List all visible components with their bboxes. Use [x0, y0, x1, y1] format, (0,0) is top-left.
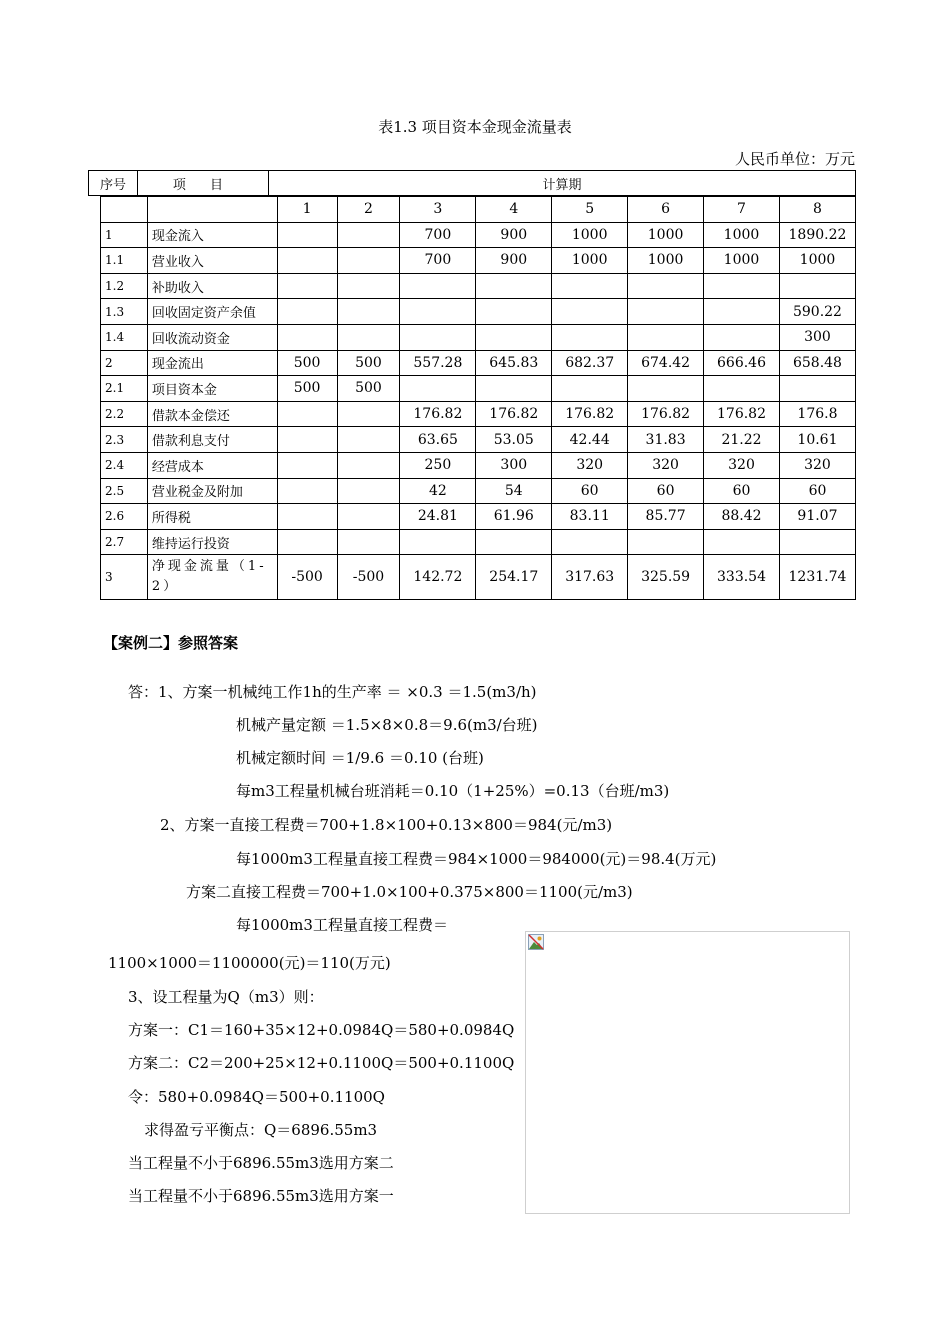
value-cell: 85.77 [628, 504, 704, 530]
value-cell: 320 [628, 452, 704, 478]
period-header: 计算期 [269, 171, 856, 196]
row-name: 回收流动资金 [147, 324, 277, 350]
value-cell [779, 273, 855, 299]
value-cell [337, 401, 400, 427]
value-cell: 1000 [779, 248, 855, 274]
value-cell [277, 401, 337, 427]
period-cell: 4 [476, 197, 552, 223]
table-row [101, 555, 856, 600]
value-cell: 1000 [704, 248, 780, 274]
row-index: 1.1 [101, 248, 148, 274]
value-cell [277, 299, 337, 325]
row-index: 1 [101, 222, 148, 248]
value-cell: 91.07 [779, 504, 855, 530]
row-name: 经营成本 [147, 452, 277, 478]
answer-line: 每1000m3工程量直接工程费＝984×1000＝984000(元)＝98.4(万元) [236, 850, 717, 868]
value-cell: 666.46 [704, 350, 780, 376]
value-cell [628, 376, 704, 402]
value-cell: 142.72 [400, 555, 476, 600]
value-cell: 500 [277, 350, 337, 376]
value-cell [704, 273, 780, 299]
answer-line: 机械产量定额 ＝1.5×8×0.8＝9.6(m3/台班) [236, 716, 538, 734]
value-cell: 60 [779, 478, 855, 504]
value-cell [552, 273, 628, 299]
value-cell: 31.83 [628, 427, 704, 453]
cash-flow-table [100, 196, 856, 600]
row-index: 2.6 [101, 504, 148, 530]
answer-line: 方案一：C1＝160+35×12+0.0984Q＝580+0.0984Q [128, 1021, 515, 1039]
value-cell: 176.82 [400, 401, 476, 427]
value-cell: 60 [704, 478, 780, 504]
value-cell [337, 222, 400, 248]
value-cell: 1000 [628, 248, 704, 274]
value-cell [400, 324, 476, 350]
value-cell: 42.44 [552, 427, 628, 453]
row-name: 现金流出 [147, 350, 277, 376]
value-cell: 674.42 [628, 350, 704, 376]
cash-flow-table-header [88, 170, 856, 196]
value-cell [400, 299, 476, 325]
value-cell [628, 273, 704, 299]
value-cell [704, 324, 780, 350]
value-cell: -500 [337, 555, 400, 600]
value-cell: 1231.74 [779, 555, 855, 600]
currency-unit: 人民币单位：万元 [734, 150, 855, 168]
answer-line: 求得盈亏平衡点：Q＝6896.55m3 [144, 1121, 378, 1139]
answer-line: 1100×1000＝1100000(元)＝110(万元) [108, 954, 391, 972]
value-cell [277, 273, 337, 299]
answer-line: 答：1、方案一机械纯工作1h的生产率 ＝ ×0.3 ＝1.5(m3/h) [128, 683, 537, 701]
value-cell [337, 504, 400, 530]
table-row [101, 273, 856, 299]
value-cell: 176.8 [779, 401, 855, 427]
value-cell: 53.05 [476, 427, 552, 453]
value-cell [337, 452, 400, 478]
value-cell [779, 529, 855, 555]
value-cell [277, 427, 337, 453]
row-name: 现金流入 [147, 222, 277, 248]
value-cell [552, 324, 628, 350]
answer-line: 每1000m3工程量直接工程费＝ [236, 916, 448, 934]
value-cell [704, 299, 780, 325]
row-index: 2.2 [101, 401, 148, 427]
table-row [101, 248, 856, 274]
value-cell [277, 504, 337, 530]
row-index: 1.2 [101, 273, 148, 299]
value-cell: 557.28 [400, 350, 476, 376]
row-name: 项目资本金 [147, 376, 277, 402]
value-cell: 333.54 [704, 555, 780, 600]
value-cell [476, 529, 552, 555]
value-cell [552, 299, 628, 325]
row-index: 2 [101, 350, 148, 376]
value-cell: 500 [337, 376, 400, 402]
value-cell: 1000 [552, 248, 628, 274]
value-cell: 1000 [704, 222, 780, 248]
period-cell: 8 [779, 197, 855, 223]
row-index: 1.3 [101, 299, 148, 325]
value-cell: -500 [277, 555, 337, 600]
row-index: 2.4 [101, 452, 148, 478]
value-cell: 176.82 [628, 401, 704, 427]
value-cell [337, 273, 400, 299]
value-cell: 317.63 [552, 555, 628, 600]
value-cell [476, 376, 552, 402]
answer-line: 方案二直接工程费＝700+1.0×100+0.375×800＝1100(元/m3) [186, 883, 633, 901]
period-cell: 2 [337, 197, 400, 223]
value-cell: 88.42 [704, 504, 780, 530]
value-cell: 325.59 [628, 555, 704, 600]
value-cell: 320 [552, 452, 628, 478]
value-cell: 176.82 [476, 401, 552, 427]
value-cell: 658.48 [779, 350, 855, 376]
value-cell [628, 324, 704, 350]
value-cell [704, 376, 780, 402]
answer-line: 当工程量不小于6896.55m3选用方案一 [128, 1187, 394, 1205]
table-row [101, 504, 856, 530]
value-cell: 24.81 [400, 504, 476, 530]
row-name: 回收固定资产余值 [147, 299, 277, 325]
item-header [138, 171, 269, 196]
value-cell [400, 529, 476, 555]
answer-line: 2、方案一直接工程费＝700+1.8×100+0.13×800＝984(元/m3) [160, 816, 613, 834]
value-cell [552, 529, 628, 555]
missing-image-frame [525, 931, 850, 1214]
value-cell [337, 299, 400, 325]
value-cell [337, 324, 400, 350]
value-cell: 83.11 [552, 504, 628, 530]
value-cell [277, 478, 337, 504]
value-cell: 500 [277, 376, 337, 402]
value-cell [400, 376, 476, 402]
table-row [101, 222, 856, 248]
period-cell: 3 [400, 197, 476, 223]
value-cell: 21.22 [704, 427, 780, 453]
answer-line: 令：580+0.0984Q＝500+0.1100Q [128, 1088, 385, 1106]
table-row [101, 376, 856, 402]
value-cell [337, 427, 400, 453]
row-index: 2.7 [101, 529, 148, 555]
value-cell: 500 [337, 350, 400, 376]
period-cell: 5 [552, 197, 628, 223]
value-cell [704, 529, 780, 555]
row-index: 1.4 [101, 324, 148, 350]
value-cell [476, 324, 552, 350]
value-cell: 645.83 [476, 350, 552, 376]
answer-line: 3、设工程量为Q（m3）则： [128, 988, 324, 1006]
table-row [101, 529, 856, 555]
answer-heading: 【案例二】参照答案 [103, 634, 239, 652]
value-cell [779, 376, 855, 402]
value-cell [277, 324, 337, 350]
value-cell: 300 [779, 324, 855, 350]
period-cell: 6 [628, 197, 704, 223]
value-cell: 320 [779, 452, 855, 478]
value-cell [552, 376, 628, 402]
answer-line: 方案二：C2＝200+25×12+0.1100Q＝500+0.1100Q [128, 1054, 515, 1072]
value-cell: 1000 [552, 222, 628, 248]
value-cell [476, 299, 552, 325]
value-cell: 63.65 [400, 427, 476, 453]
table-row [101, 324, 856, 350]
table-row [101, 299, 856, 325]
blank-cell [147, 197, 277, 223]
value-cell: 10.61 [779, 427, 855, 453]
value-cell: 176.82 [552, 401, 628, 427]
value-cell: 1000 [628, 222, 704, 248]
row-name: 借款本金偿还 [147, 401, 277, 427]
row-name: 借款利息支付 [147, 427, 277, 453]
value-cell [628, 299, 704, 325]
item-header-label: 项 目 [172, 177, 234, 193]
value-cell: 1890.22 [779, 222, 855, 248]
table-row [101, 452, 856, 478]
value-cell [400, 273, 476, 299]
value-cell [337, 248, 400, 274]
row-name: 所得税 [147, 504, 277, 530]
table-row [101, 478, 856, 504]
value-cell: 60 [552, 478, 628, 504]
period-cell: 7 [704, 197, 780, 223]
row-name: 净现金流量（1-2） [147, 555, 277, 600]
value-cell: 54 [476, 478, 552, 504]
value-cell: 300 [476, 452, 552, 478]
answer-line: 每m3工程量机械台班消耗＝0.10（1+25%）=0.13（台班/m3) [236, 782, 670, 800]
value-cell: 700 [400, 248, 476, 274]
value-cell: 320 [704, 452, 780, 478]
row-index: 3 [101, 555, 148, 600]
value-cell: 60 [628, 478, 704, 504]
value-cell: 42 [400, 478, 476, 504]
value-cell [277, 529, 337, 555]
value-cell: 176.82 [704, 401, 780, 427]
row-index: 2.1 [101, 376, 148, 402]
table-row [101, 427, 856, 453]
value-cell [277, 452, 337, 478]
value-cell [277, 222, 337, 248]
seq-header: 序号 [89, 171, 138, 196]
row-name: 营业税金及附加 [147, 478, 277, 504]
row-index: 2.3 [101, 427, 148, 453]
value-cell: 590.22 [779, 299, 855, 325]
broken-image-icon [528, 934, 544, 950]
value-cell [337, 478, 400, 504]
row-name: 补助收入 [147, 273, 277, 299]
value-cell: 900 [476, 222, 552, 248]
period-cell: 1 [277, 197, 337, 223]
blank-cell [101, 197, 148, 223]
answer-line: 机械定额时间 ＝1/9.6 ＝0.10 (台班) [236, 749, 484, 767]
value-cell: 250 [400, 452, 476, 478]
table-title: 表1.3 项目资本金现金流量表 [378, 118, 572, 136]
row-name: 营业收入 [147, 248, 277, 274]
value-cell [337, 529, 400, 555]
table-row [101, 350, 856, 376]
value-cell: 682.37 [552, 350, 628, 376]
value-cell: 254.17 [476, 555, 552, 600]
table-row [101, 401, 856, 427]
value-cell: 900 [476, 248, 552, 274]
value-cell: 61.96 [476, 504, 552, 530]
row-name: 维持运行投资 [147, 529, 277, 555]
value-cell: 700 [400, 222, 476, 248]
answer-line: 当工程量不小于6896.55m3选用方案二 [128, 1154, 394, 1172]
value-cell [476, 273, 552, 299]
value-cell [628, 529, 704, 555]
period-row [101, 197, 856, 223]
value-cell [277, 248, 337, 274]
row-index: 2.5 [101, 478, 148, 504]
